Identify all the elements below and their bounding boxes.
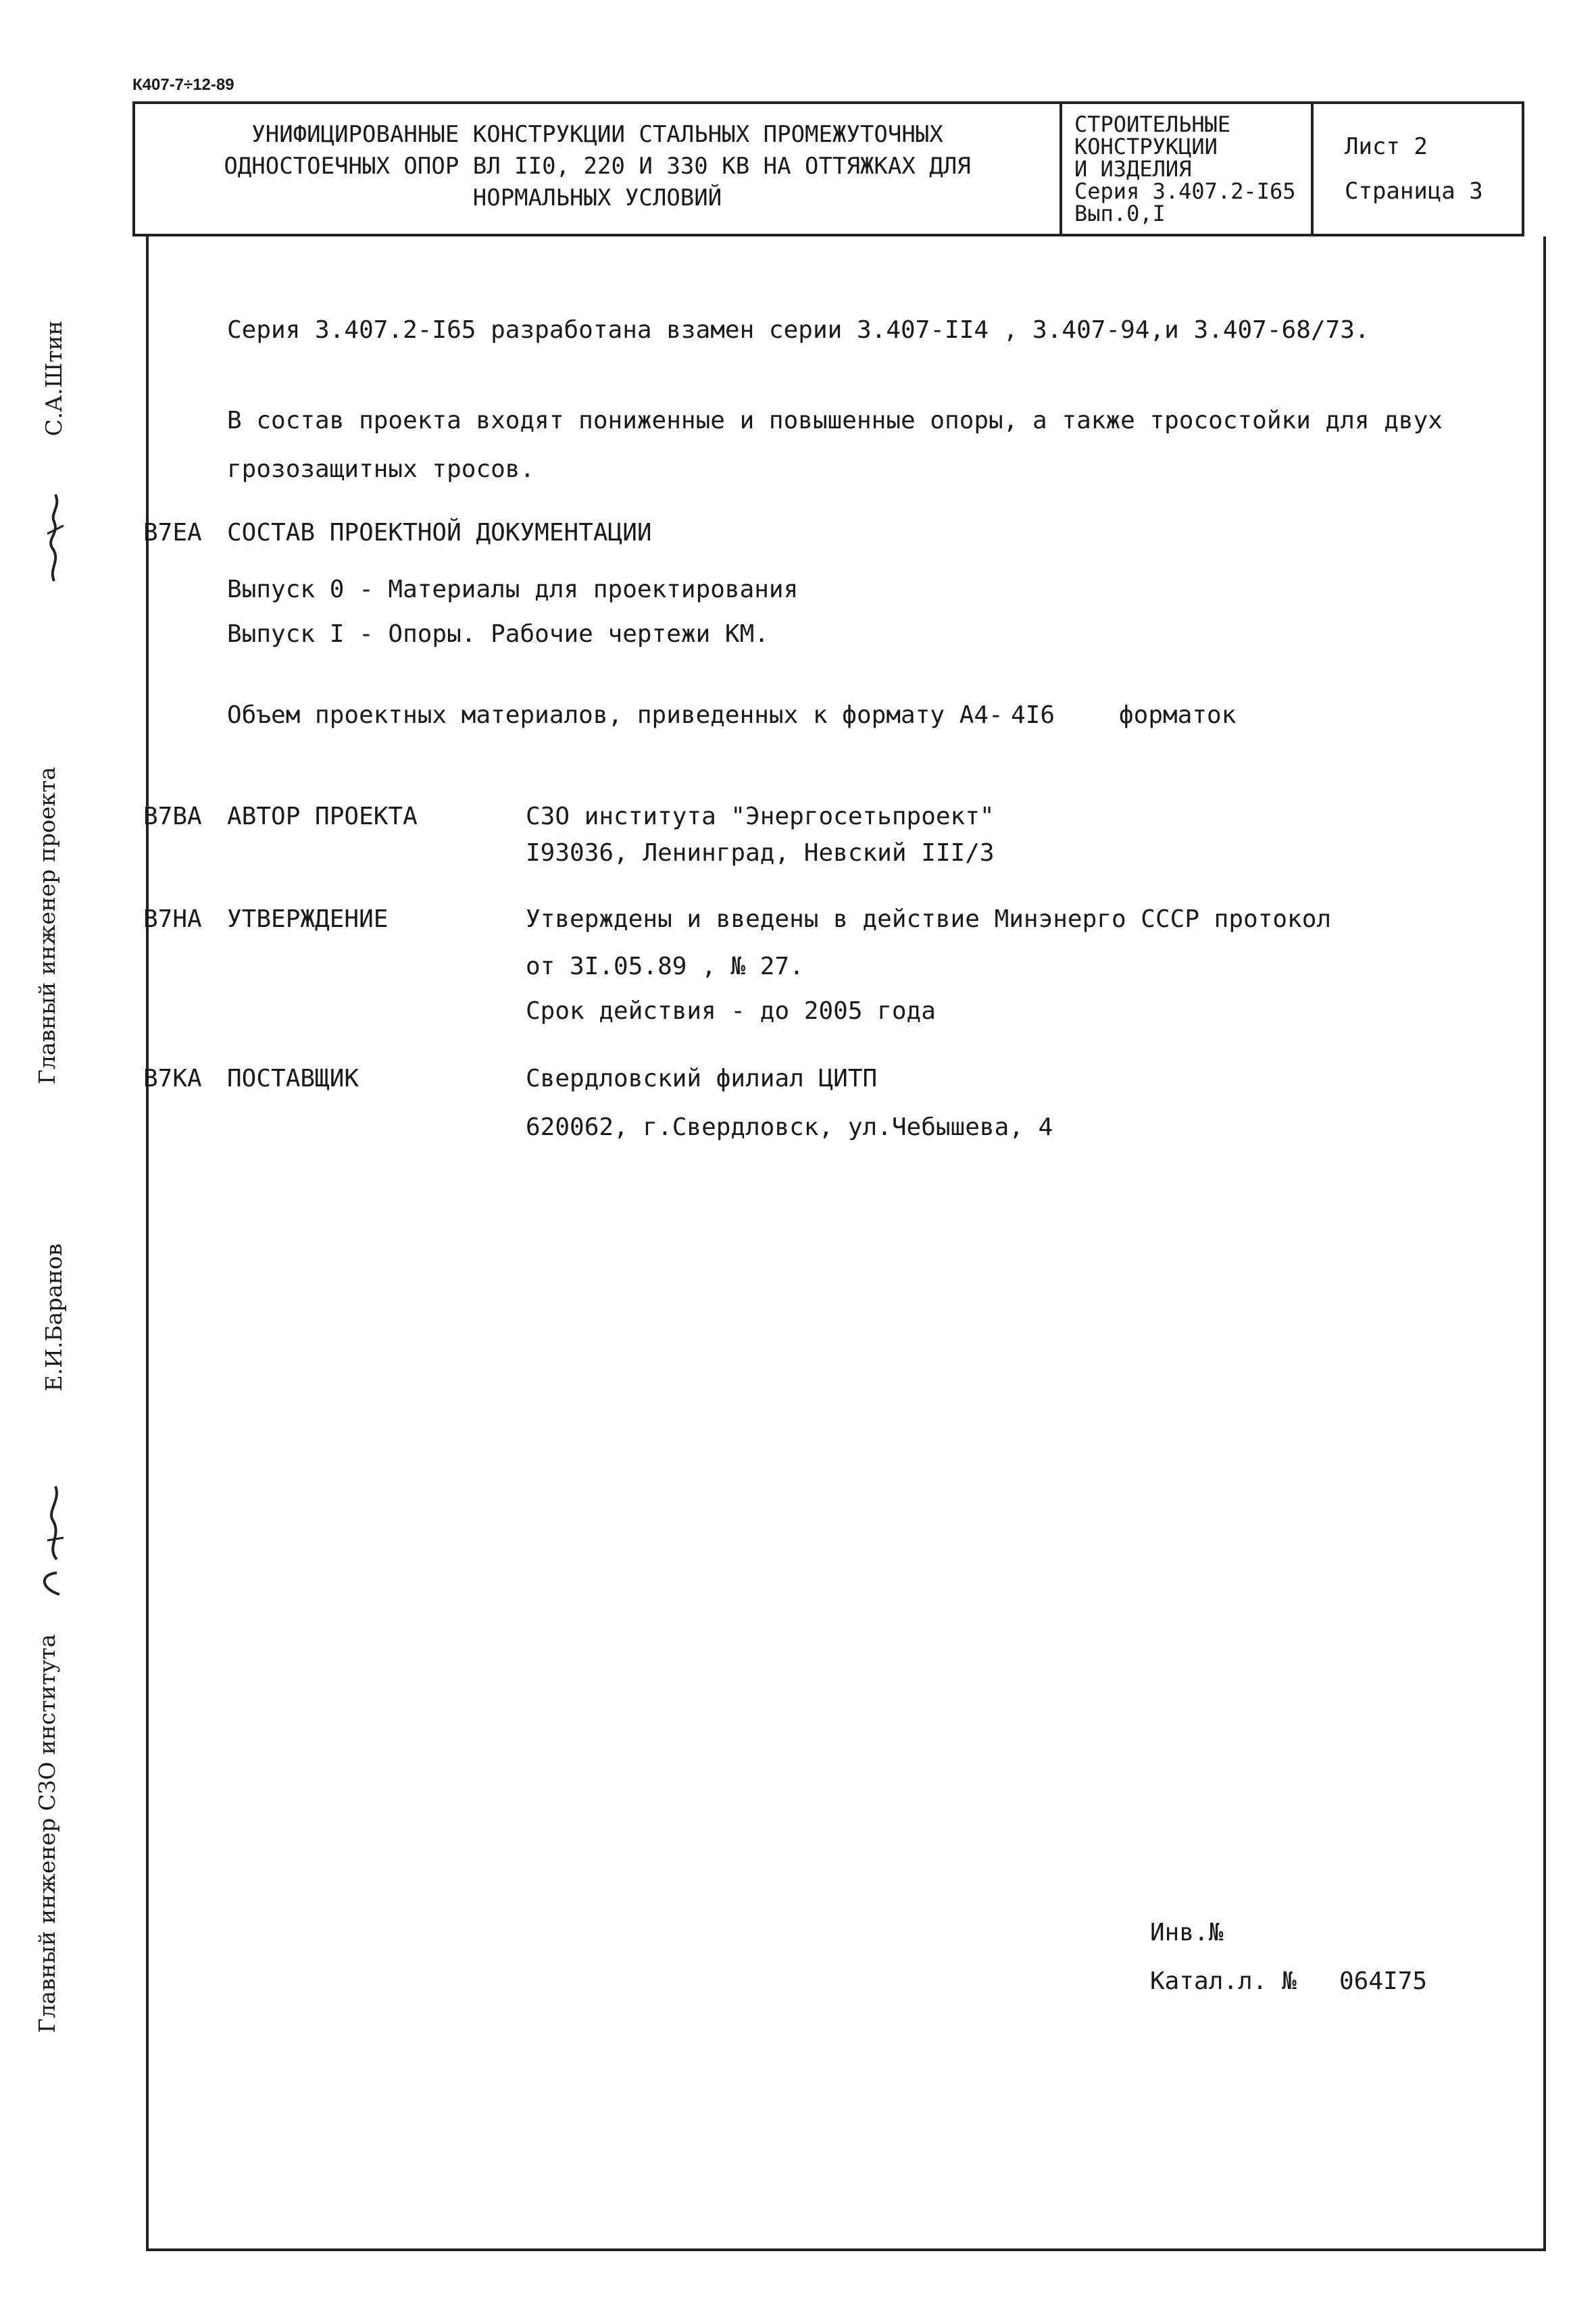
inventory-label: Инв.№ xyxy=(1150,1919,1224,1946)
supplier-address: 620062, г.Свердловск, ул.Чебышева, 4 xyxy=(526,1113,1053,1141)
section-label-approval: УТВЕРЖДЕНИЕ xyxy=(227,905,389,933)
approval-validity: Срок действия - до 2005 года xyxy=(526,997,936,1025)
document-code: К407-7÷12-89 xyxy=(132,76,234,94)
section-label-supplier: ПОСТАВЩИК xyxy=(227,1065,359,1092)
signature-2 xyxy=(32,1473,76,1601)
title-line-2: ОДНОСТОЕЧНЫХ ОПОР ВЛ II0, 220 И 330 КВ НА ОТТЯЖКАХ ДЛЯ xyxy=(224,153,971,180)
stamp-role-1: Главный инженер проекта xyxy=(34,767,60,1084)
approval-protocol: от 3I.05.89 , № 27. xyxy=(526,953,804,980)
author-address: I93036, Ленинград, Невский III/3 xyxy=(526,839,995,867)
document-title xyxy=(135,119,1059,214)
signature-1 xyxy=(34,486,74,588)
volume-unit: форматок xyxy=(1119,701,1237,729)
title-block-title-cell xyxy=(135,104,1062,234)
system-line-3: И ИЗДЕЛИЯ xyxy=(1074,156,1192,182)
stamp-name-2: Е.И.Баранов xyxy=(41,1243,67,1392)
section-title-docs: СОСТАВ ПРОЕКТНОЙ ДОКУМЕНТАЦИИ xyxy=(227,519,652,547)
approval-text: Утверждены и введены в действие Минэнерго СССР протокол xyxy=(526,905,1332,933)
system-line-1: СТРОИТЕЛЬНЫЕ xyxy=(1074,111,1231,137)
title-block xyxy=(132,101,1524,236)
stamp-name-1: С.А.Штин xyxy=(41,320,67,436)
title-line-3: НОРМАЛЬНЫХ УСЛОВИЙ xyxy=(472,184,722,211)
issue-1: Выпуск I - Опоры. Рабочие чертежи КМ. xyxy=(227,620,769,648)
volume-value: 4I6 xyxy=(1011,701,1055,729)
system-line-4: Серия 3.407.2-I65 xyxy=(1074,178,1296,204)
sheet-number: Лист 2 xyxy=(1345,133,1428,160)
section-code-author: В7ВА xyxy=(143,803,202,830)
catalog-number: 064I75 xyxy=(1339,1967,1428,1995)
catalog-label: Катал.л. № xyxy=(1150,1967,1297,1995)
title-block-system-cell xyxy=(1062,104,1314,234)
series-info xyxy=(1074,111,1296,226)
supplier-name: Свердловский филиал ЦИТП xyxy=(526,1065,878,1092)
system-line-5: Вып.0,I xyxy=(1074,201,1166,226)
section-label-author: АВТОР ПРОЕКТА xyxy=(227,803,418,830)
author-organization: СЗО института "Энергосетьпроект" xyxy=(526,803,995,830)
title-line-1: УНИФИЦИРОВАННЫЕ КОНСТРУКЦИИ СТАЛЬНЫХ ПРОМЕЖУТОЧНЫХ xyxy=(251,121,943,148)
system-line-2: КОНСТРУКЦИИ xyxy=(1074,134,1218,159)
section-code-docs: В7ЕА xyxy=(143,519,202,547)
title-block-sheet-cell xyxy=(1314,104,1522,234)
series-paragraph: Серия 3.407.2-I65 разработана взамен серии 3.407-II4 , 3.407-94,и 3.407-68/73. xyxy=(227,316,1370,344)
section-code-approval: В7НА xyxy=(143,905,202,933)
composition-paragraph-line-1: В состав проекта входят пониженные и повышенные опоры, а также тросостойки для двух xyxy=(227,407,1443,434)
section-code-supplier: В7КА xyxy=(143,1065,202,1092)
composition-paragraph-line-2: грозозащитных тросов. xyxy=(227,455,535,483)
page-number: Страница 3 xyxy=(1345,178,1483,205)
issue-0: Выпуск 0 - Материалы для проектирования xyxy=(227,576,799,603)
volume-text: Объем проектных материалов, приведенных к формату А4- xyxy=(227,701,1003,729)
stamp-role-2: Главный инженер СЗО института xyxy=(34,1634,60,2034)
